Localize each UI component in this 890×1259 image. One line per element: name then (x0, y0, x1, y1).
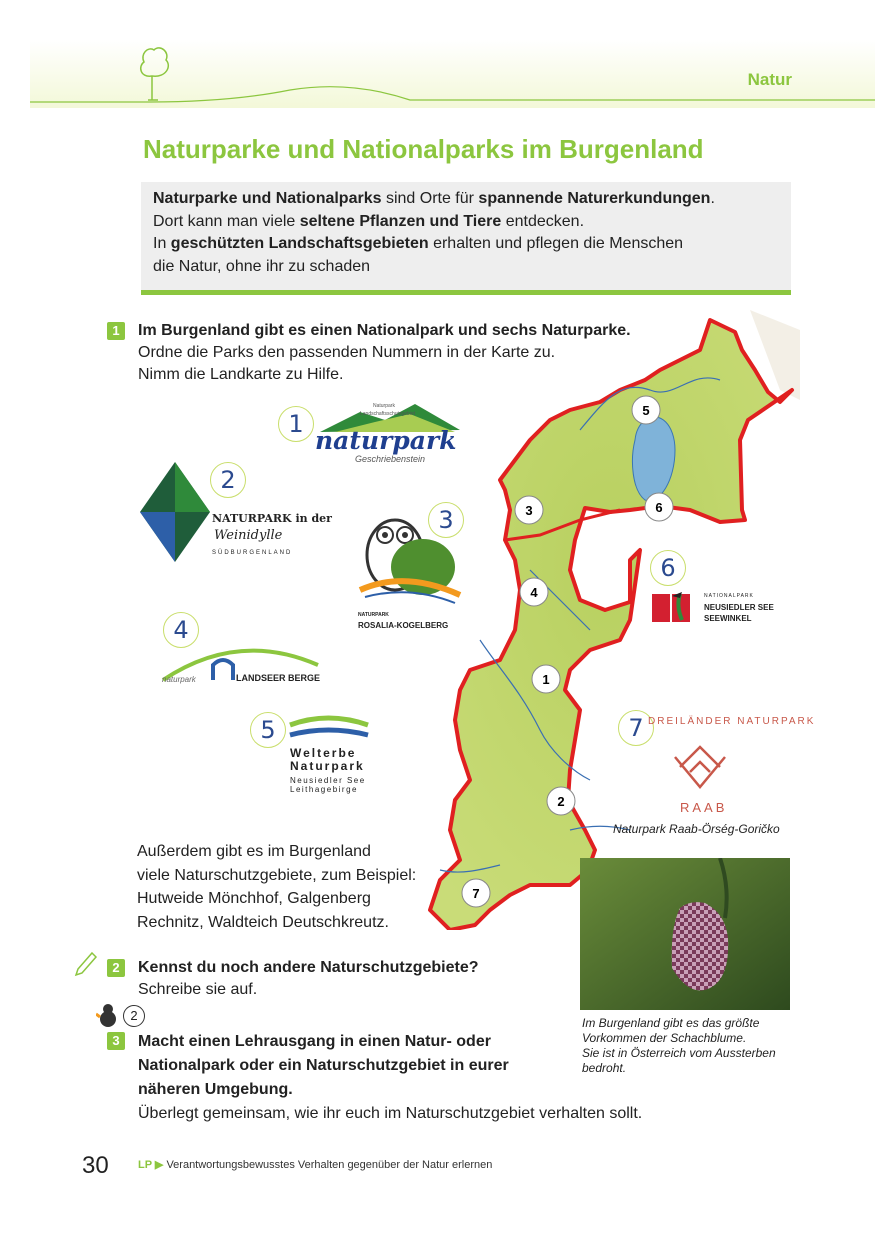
logo-2-number: 2 (210, 462, 246, 498)
intro-underline (141, 290, 791, 295)
group-work-icon (96, 1002, 122, 1028)
task-3-number: 3 (107, 1032, 125, 1050)
nationalpark-logo-icon (652, 590, 694, 626)
logo-6-name: NEUSIEDLER SEE SEEWINKEL (704, 603, 774, 623)
logo-naturpark-geschriebenstein: Naturpark Landschaftsschutzgebiet naturpark Geschriebenstein (315, 400, 465, 470)
logo-5-number: 5 (250, 712, 286, 748)
logo-7-bottom: RAAB (680, 800, 728, 815)
map-marker-label: 7 (472, 886, 480, 901)
logo-4-number: 4 (163, 612, 199, 648)
logo-5-sub: Neusiedler See Leithagebirge (290, 776, 366, 794)
map-marker-label: 3 (525, 503, 533, 518)
lp-marker: LP ▶ (138, 1159, 164, 1171)
map-marker-label: 1 (542, 672, 550, 687)
task-2-number: 2 (107, 959, 125, 977)
section-label: Natur (747, 70, 792, 89)
task-1-line-2: Ordne die Parks den passenden Nummern in der Karte zu. (138, 344, 556, 361)
schachblume-photo (580, 858, 790, 1010)
task-3: Macht einen Lehrausgang in einen Natur- oder Nationalpark oder ein Naturschutzgebiet in eurer näheren Umgebung. Überlegt gemeinsam, wie ihr euch im Naturschutzgebiet verhalten sollt. (138, 1033, 643, 1122)
logo-5-title: Welterbe Naturpark (290, 746, 365, 773)
logo-1-number: 1 (278, 406, 314, 442)
logo-7-caption: Naturpark Raab-Örség-Goričko (613, 822, 780, 836)
logo-7-number: 7 (618, 710, 654, 746)
logo-6-number: 6 (650, 550, 686, 586)
footer (138, 1158, 492, 1171)
logo-6-small: NATIONALPARK (704, 593, 754, 599)
intro-line-4: die Natur, ohne ihr zu schaden (153, 257, 371, 275)
map-marker-label: 2 (557, 794, 565, 809)
page-number: 30 (82, 1152, 109, 1179)
intro-line-2: Dort kann man viele seltene Pflanzen und Tiere entdecken. (153, 212, 585, 230)
logo-3-number: 3 (428, 502, 464, 538)
burgenland-shape (430, 320, 792, 930)
tree-icon (141, 48, 169, 100)
logo-4-name: LANDSEER BERGE (236, 673, 321, 683)
task-3-badge: 2 (123, 1005, 145, 1027)
logo-4-small: naturpark (162, 675, 196, 684)
pencil-icon (74, 951, 98, 977)
logo-2-sub: Weinidylle (214, 528, 283, 543)
logo-3-name: ROSALIA-KOGELBERG (358, 621, 449, 630)
map-marker-label: 6 (655, 500, 663, 515)
photo-caption: Im Burgenland gibt es das größte Vorkommen der Schachblume. Sie ist in Österreich vom Aussterben bedroht. (582, 1016, 776, 1075)
task-1-line-3: Nimm die Landkarte zu Hilfe. (138, 366, 344, 383)
map-marker-label: 4 (530, 585, 538, 600)
task-1-heading: Im Burgenland gibt es einen Nationalpark und sechs Naturparke. (138, 322, 631, 339)
intro-line-1: Naturparke und Nationalparks sind Orte für spannende Naturerkundungen. (153, 190, 715, 207)
map-marker-label: 5 (642, 403, 650, 418)
task-2-heading: Kennst du noch andere Naturschutzgebiete? (138, 959, 479, 976)
task-2-line-2: Schreibe sie auf. (138, 981, 258, 998)
logo-7-arc: DREILÄNDER NATURPARK (648, 716, 816, 727)
page-title: Naturparke und Nationalparks im Burgenland (143, 134, 704, 164)
logo-3-small: NATURPARK (358, 612, 389, 618)
intro-line-3: In geschützten Landschaftsgebieten erhalten und pflegen die Menschen (153, 235, 684, 252)
task-2 (138, 957, 478, 1001)
footer-text: Verantwortungsbewusstes Verhalten gegenüber der Natur erlernen (166, 1159, 493, 1171)
wave-icon (288, 715, 373, 747)
intro-box (141, 182, 791, 290)
logo-weinidylle-diamond (140, 462, 210, 562)
logo-2-name: NATURPARK in der (212, 512, 332, 525)
logo-2-region: SÜDBURGENLAND (212, 550, 293, 556)
task-1-number: 1 (107, 322, 125, 340)
extra-text: Außerdem gibt es im Burgenland viele Naturschutzgebiete, zum Beispiel: Hutweide Mönchhof, Galgenberg Rechnitz, Waldteich Deutschkreutz. (137, 843, 417, 931)
